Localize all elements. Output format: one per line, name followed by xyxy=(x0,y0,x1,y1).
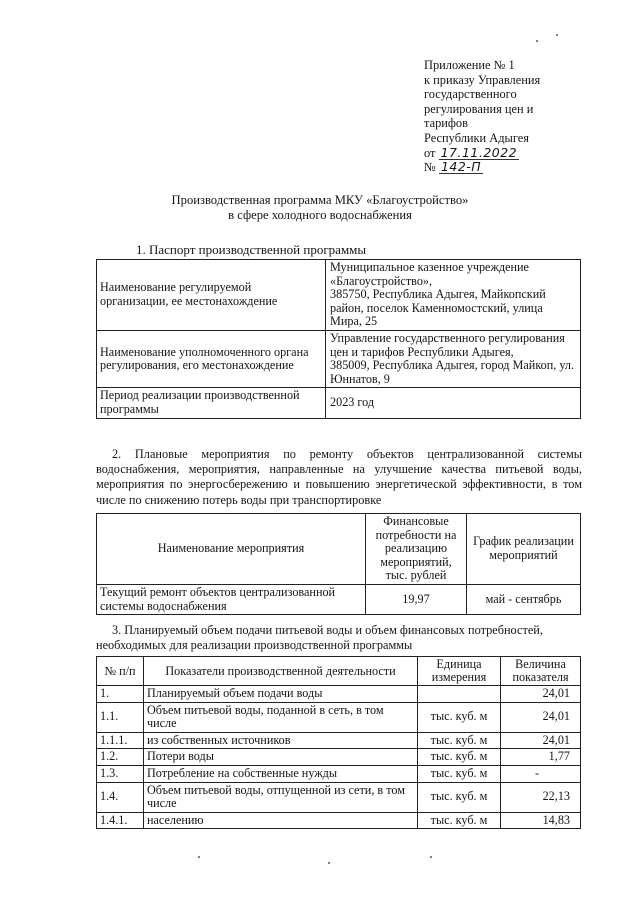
column-header: График реализации мероприятий xyxy=(467,514,581,585)
indicators-table xyxy=(96,656,581,829)
column-header: № п/п xyxy=(97,657,144,686)
column-header: Величина показателя xyxy=(501,657,581,686)
title-line: Производственная программа МКУ «Благоустройство» xyxy=(171,193,469,207)
row-number: 1.2. xyxy=(97,749,144,766)
column-header: Наименование мероприятия xyxy=(97,514,366,585)
scan-speck xyxy=(556,34,558,36)
row-indicator: населению xyxy=(144,812,418,829)
row-unit: тыс. куб. м xyxy=(418,812,501,829)
table-row xyxy=(97,686,581,703)
table-row xyxy=(97,702,581,732)
row-number: 1. xyxy=(97,686,144,703)
title-line: в сфере холодного водоснабжения xyxy=(228,207,412,222)
annex-line: тарифов xyxy=(424,116,468,131)
row-number: 1.1. xyxy=(97,702,144,732)
passport-value-line: Управление государственного регулирования цен и тарифов Республики Адыгея, xyxy=(330,330,565,359)
passport-label: Наименование уполномоченного органа регулирования, его местонахождение xyxy=(97,330,326,387)
table-header-row xyxy=(97,514,581,585)
annex-number-prefix: № xyxy=(424,160,436,175)
annex-line: к приказу Управления xyxy=(424,72,541,87)
row-number: 1.4. xyxy=(97,782,144,812)
row-indicator: Потери воды xyxy=(144,749,418,766)
column-header: Показатели производственной деятельности xyxy=(144,657,418,686)
passport-value xyxy=(326,260,581,331)
passport-value: 2023 год xyxy=(326,388,581,418)
scan-speck xyxy=(328,862,330,864)
row-indicator: Потребление на собственные нужды xyxy=(144,765,418,782)
annex-line: Республики Адыгея xyxy=(424,130,529,145)
section2-text xyxy=(96,447,582,508)
row-unit: тыс. куб. м xyxy=(418,732,501,749)
passport-value xyxy=(326,330,581,387)
row-unit: тыс. куб. м xyxy=(418,765,501,782)
row-value: 14,83 xyxy=(501,812,581,829)
column-header: Финансовые потребности на реализацию мероприятий, тыс. рублей xyxy=(366,514,467,585)
section1-heading: 1. Паспорт производственной программы xyxy=(136,242,367,257)
row-value: 1,77 xyxy=(501,749,581,766)
row-number: 1.4.1. xyxy=(97,812,144,829)
row-value: 24,01 xyxy=(501,686,581,703)
row-value: - xyxy=(501,765,581,782)
passport-table xyxy=(96,259,581,419)
passport-label: Наименование регулируемой организации, ее местонахождение xyxy=(97,260,326,331)
annex-line: регулирования цен и xyxy=(424,101,534,116)
scan-speck xyxy=(430,856,432,858)
table-row xyxy=(97,584,581,614)
handwritten-date: 17.11.2022 xyxy=(440,144,518,160)
annex-line: Приложение № 1 xyxy=(424,58,515,72)
table-row xyxy=(97,812,581,829)
column-header: Единица измерения xyxy=(418,657,501,686)
measure-finance: 19,97 xyxy=(366,584,467,614)
row-value: 22,13 xyxy=(501,782,581,812)
section2-paragraph: 2. Плановые мероприятия по ремонту объектов централизованной системы водоснабжения, мероприятия, направленные на улучшение качества питьевой воды, мероприятия по энергосбережению и повышению энергетической эффективности, в том числе по снижению потерь воды при транспортировке xyxy=(96,447,582,507)
table-row xyxy=(97,260,581,331)
annex-number-row xyxy=(424,160,594,175)
row-indicator: Планируемый объем подачи воды xyxy=(144,686,418,703)
measures-table xyxy=(96,513,581,615)
annex-date-prefix: от xyxy=(424,145,436,160)
table-row xyxy=(97,765,581,782)
scan-speck xyxy=(536,40,538,42)
passport-value-line: Муниципальное казенное учреждение «Благоустройство», xyxy=(330,260,529,288)
row-indicator: Объем питьевой воды, отпущенной из сети, в том числе xyxy=(144,782,418,812)
row-unit: тыс. куб. м xyxy=(418,749,501,766)
table-row xyxy=(97,732,581,749)
row-indicator: Объем питьевой воды, поданной в сеть, в том числе xyxy=(144,702,418,732)
table-row xyxy=(97,330,581,387)
annex-line: государственного xyxy=(424,87,517,102)
annex-date-row xyxy=(424,146,594,161)
passport-value-line: 385009, Республика Адыгея, город Майкоп, ул. Юннатов, 9 xyxy=(330,358,575,386)
annex-block xyxy=(424,58,594,175)
table-row xyxy=(97,388,581,418)
passport-label: Период реализации производственной программы xyxy=(97,388,326,418)
section3-text xyxy=(96,623,582,653)
table-row xyxy=(97,749,581,766)
measure-schedule: май - сентябрь xyxy=(467,584,581,614)
row-number: 1.3. xyxy=(97,765,144,782)
section3-paragraph: 3. Планируемый объем подачи питьевой воды и объем финансовых потребностей, необходимых для реализации производственной программы xyxy=(96,623,543,653)
passport-value-line: 385750, Республика Адыгея, Майкопский район, поселок Каменномостский, улица Мира, 25 xyxy=(330,287,546,329)
row-value: 24,01 xyxy=(501,732,581,749)
document-title xyxy=(0,193,640,222)
row-unit: тыс. куб. м xyxy=(418,782,501,812)
row-value: 24,01 xyxy=(501,702,581,732)
measure-name: Текущий ремонт объектов централизованной системы водоснабжения xyxy=(97,584,366,614)
table-header-row xyxy=(97,657,581,686)
table-row xyxy=(97,782,581,812)
row-unit xyxy=(418,686,501,703)
row-unit: тыс. куб. м xyxy=(418,702,501,732)
scan-speck xyxy=(198,856,200,858)
row-indicator: из собственных источников xyxy=(144,732,418,749)
handwritten-number: 142-П xyxy=(440,159,482,175)
row-number: 1.1.1. xyxy=(97,732,144,749)
